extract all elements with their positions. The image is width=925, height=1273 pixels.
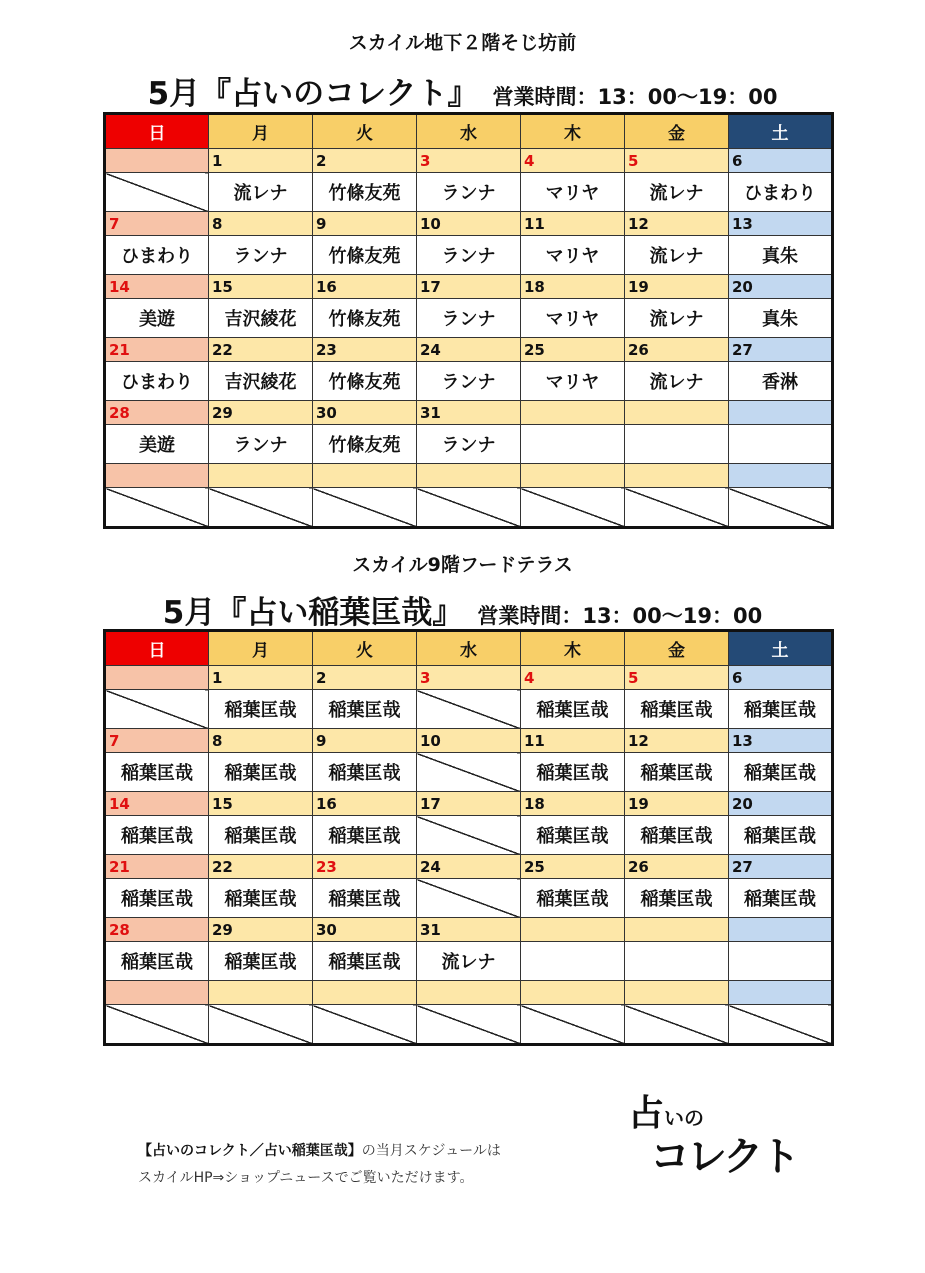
reader-cell: 稲葉匡哉	[521, 816, 625, 855]
date-cell	[209, 464, 313, 488]
reader-cell: 稲葉匡哉	[313, 753, 417, 792]
date-cell	[417, 981, 521, 1005]
date-cell: 14	[105, 275, 209, 299]
day-off-cell	[729, 1005, 833, 1045]
weekday-header-cell: 土	[729, 631, 833, 666]
date-cell: 30	[313, 918, 417, 942]
date-cell: 27	[729, 855, 833, 879]
schedule1-location: スカイル地下２階そじ坊前	[348, 32, 577, 54]
date-cell	[521, 981, 625, 1005]
day-off-cell	[625, 488, 729, 528]
weekday-header-cell: 月	[209, 631, 313, 666]
date-cell: 25	[521, 855, 625, 879]
schedule2-shop: 『占い稲葉匡哉』	[215, 595, 464, 631]
date-row	[105, 338, 833, 362]
reader-cell: 稲葉匡哉	[625, 690, 729, 729]
weekday-header-cell: 水	[417, 631, 521, 666]
date-cell	[625, 401, 729, 425]
reader-cell	[625, 425, 729, 464]
reader-cell: 稲葉匡哉	[105, 942, 209, 981]
date-cell: 5	[625, 666, 729, 690]
weekday-header-cell: 水	[417, 114, 521, 149]
logo-line2: コレクト	[650, 1133, 798, 1180]
date-cell: 26	[625, 338, 729, 362]
date-cell	[105, 666, 209, 690]
date-cell: 1	[209, 666, 313, 690]
reader-cell: 竹條友苑	[313, 173, 417, 212]
date-cell: 6	[729, 666, 833, 690]
day-off-cell	[417, 753, 521, 792]
date-cell	[521, 918, 625, 942]
day-off-cell	[521, 488, 625, 528]
reader-row	[105, 425, 833, 464]
date-cell	[625, 981, 729, 1005]
reader-cell: 美遊	[105, 425, 209, 464]
day-off-cell	[313, 488, 417, 528]
reader-cell: 稲葉匡哉	[209, 942, 313, 981]
day-off-cell	[105, 690, 209, 729]
reader-cell: ランナ	[417, 362, 521, 401]
date-cell: 6	[729, 149, 833, 173]
reader-cell: マリヤ	[521, 299, 625, 338]
day-off-cell	[521, 1005, 625, 1045]
date-cell: 1	[209, 149, 313, 173]
date-cell: 9	[313, 212, 417, 236]
reader-cell: 香淋	[729, 362, 833, 401]
date-cell: 19	[625, 792, 729, 816]
date-cell: 21	[105, 338, 209, 362]
weekday-header-cell: 木	[521, 631, 625, 666]
schedule2-hours: 営業時間：13：00〜19：00	[477, 604, 763, 628]
date-row	[105, 275, 833, 299]
footer-brands: 【占いのコレクト／占い稲葉匡哉】	[138, 1143, 362, 1159]
reader-cell: 稲葉匡哉	[313, 879, 417, 918]
reader-cell: 稲葉匡哉	[729, 879, 833, 918]
reader-row	[105, 362, 833, 401]
reader-cell: 稲葉匡哉	[729, 816, 833, 855]
date-cell	[313, 981, 417, 1005]
reader-cell: ランナ	[417, 236, 521, 275]
date-row	[105, 792, 833, 816]
date-row	[105, 149, 833, 173]
date-cell: 27	[729, 338, 833, 362]
reader-cell: 流レナ	[625, 173, 729, 212]
reader-cell: 稲葉匡哉	[209, 816, 313, 855]
reader-row	[105, 690, 833, 729]
reader-cell: 稲葉匡哉	[729, 753, 833, 792]
reader-cell: ランナ	[209, 425, 313, 464]
date-cell: 22	[209, 338, 313, 362]
reader-cell: 竹條友苑	[313, 425, 417, 464]
reader-cell: 流レナ	[625, 362, 729, 401]
reader-cell	[729, 942, 833, 981]
date-cell: 11	[521, 729, 625, 753]
day-off-cell	[209, 1005, 313, 1045]
schedule1-hours: 営業時間：13：00〜19：00	[492, 85, 778, 109]
reader-cell: ランナ	[417, 173, 521, 212]
date-cell: 10	[417, 729, 521, 753]
reader-row	[105, 236, 833, 275]
schedule2-location: スカイル9階フードテラス	[352, 554, 573, 576]
reader-cell	[625, 942, 729, 981]
date-cell: 3	[417, 666, 521, 690]
day-off-cell	[729, 488, 833, 528]
date-cell	[729, 464, 833, 488]
schedule2-title	[0, 587, 925, 632]
date-cell: 14	[105, 792, 209, 816]
reader-cell: 稲葉匡哉	[313, 942, 417, 981]
day-off-cell	[105, 1005, 209, 1045]
date-row	[105, 212, 833, 236]
date-cell: 29	[209, 918, 313, 942]
date-cell	[521, 464, 625, 488]
date-cell: 3	[417, 149, 521, 173]
reader-cell: ひまわり	[105, 362, 209, 401]
date-cell: 21	[105, 855, 209, 879]
date-cell: 23	[313, 855, 417, 879]
date-cell: 28	[105, 401, 209, 425]
reader-cell: 流レナ	[417, 942, 521, 981]
date-row	[105, 918, 833, 942]
day-off-cell	[417, 690, 521, 729]
reader-cell: 稲葉匡哉	[729, 690, 833, 729]
date-cell: 7	[105, 729, 209, 753]
day-off-cell	[417, 816, 521, 855]
date-cell: 26	[625, 855, 729, 879]
date-cell: 13	[729, 212, 833, 236]
reader-cell: ランナ	[209, 236, 313, 275]
date-cell	[313, 464, 417, 488]
reader-cell: ランナ	[417, 425, 521, 464]
reader-cell: マリヤ	[521, 362, 625, 401]
weekday-header-cell: 月	[209, 114, 313, 149]
date-cell: 2	[313, 666, 417, 690]
date-cell: 31	[417, 401, 521, 425]
weekday-header-cell: 火	[313, 631, 417, 666]
date-cell: 18	[521, 792, 625, 816]
date-cell: 11	[521, 212, 625, 236]
date-cell: 19	[625, 275, 729, 299]
date-cell: 13	[729, 729, 833, 753]
date-cell	[729, 401, 833, 425]
date-cell	[521, 401, 625, 425]
weekday-header-row	[105, 631, 833, 666]
reader-cell: ひまわり	[105, 236, 209, 275]
date-cell: 7	[105, 212, 209, 236]
reader-cell: 吉沢綾花	[209, 299, 313, 338]
reader-cell: 稲葉匡哉	[625, 753, 729, 792]
reader-cell: 竹條友苑	[313, 236, 417, 275]
reader-cell: マリヤ	[521, 173, 625, 212]
reader-cell: 稲葉匡哉	[209, 690, 313, 729]
date-cell	[105, 981, 209, 1005]
reader-cell	[729, 425, 833, 464]
reader-row	[105, 1005, 833, 1045]
reader-cell: 稲葉匡哉	[313, 816, 417, 855]
reader-row	[105, 173, 833, 212]
day-off-cell	[209, 488, 313, 528]
date-row	[105, 464, 833, 488]
reader-cell: 吉沢綾花	[209, 362, 313, 401]
date-cell	[209, 981, 313, 1005]
date-cell: 17	[417, 275, 521, 299]
schedule1-title	[0, 68, 925, 113]
reader-row	[105, 753, 833, 792]
footer-line1	[138, 1140, 501, 1160]
date-cell	[729, 981, 833, 1005]
date-cell: 25	[521, 338, 625, 362]
reader-cell: 稲葉匡哉	[105, 753, 209, 792]
day-off-cell	[417, 488, 521, 528]
reader-cell: 流レナ	[209, 173, 313, 212]
weekday-header-cell: 木	[521, 114, 625, 149]
reader-cell: 稲葉匡哉	[209, 753, 313, 792]
date-cell: 12	[625, 729, 729, 753]
date-cell	[105, 149, 209, 173]
schedule1-shop: 『占いのコレクト』	[200, 76, 479, 112]
date-cell: 8	[209, 212, 313, 236]
weekday-header-row	[105, 114, 833, 149]
date-cell: 17	[417, 792, 521, 816]
day-off-cell	[417, 879, 521, 918]
day-off-cell	[105, 173, 209, 212]
date-cell: 16	[313, 275, 417, 299]
day-off-cell	[313, 1005, 417, 1045]
reader-cell: 美遊	[105, 299, 209, 338]
date-cell	[729, 918, 833, 942]
reader-cell	[521, 942, 625, 981]
date-row	[105, 666, 833, 690]
weekday-header-cell: 金	[625, 631, 729, 666]
date-cell: 4	[521, 666, 625, 690]
reader-cell: 稲葉匡哉	[625, 816, 729, 855]
collect-logo	[628, 1085, 798, 1185]
date-row	[105, 855, 833, 879]
weekday-header-cell: 日	[105, 631, 209, 666]
reader-cell: 流レナ	[625, 236, 729, 275]
date-cell: 24	[417, 855, 521, 879]
footer-line2: スカイルHP⇒ショップニュースでご覧いただけます。	[138, 1170, 474, 1186]
date-cell: 20	[729, 275, 833, 299]
weekday-header-cell: 土	[729, 114, 833, 149]
date-cell: 31	[417, 918, 521, 942]
date-cell: 2	[313, 149, 417, 173]
date-row	[105, 729, 833, 753]
weekday-header-cell: 火	[313, 114, 417, 149]
reader-cell: 真朱	[729, 299, 833, 338]
reader-cell: 竹條友苑	[313, 299, 417, 338]
reader-cell: 稲葉匡哉	[105, 816, 209, 855]
footer-line1-rest: の当月スケジュールは	[361, 1143, 501, 1159]
schedule2-month: 5月	[162, 595, 216, 631]
reader-cell: 稲葉匡哉	[521, 879, 625, 918]
date-cell: 5	[625, 149, 729, 173]
date-cell	[105, 464, 209, 488]
date-cell: 9	[313, 729, 417, 753]
reader-cell: 竹條友苑	[313, 362, 417, 401]
day-off-cell	[105, 488, 209, 528]
reader-cell	[521, 425, 625, 464]
date-cell	[625, 464, 729, 488]
reader-row	[105, 299, 833, 338]
reader-row	[105, 879, 833, 918]
schedule2-calendar	[103, 629, 834, 1046]
date-cell: 30	[313, 401, 417, 425]
reader-row	[105, 488, 833, 528]
date-cell: 23	[313, 338, 417, 362]
reader-cell: 流レナ	[625, 299, 729, 338]
date-cell: 22	[209, 855, 313, 879]
date-cell: 16	[313, 792, 417, 816]
logo-line1-big: 占	[628, 1092, 665, 1134]
weekday-header-cell: 金	[625, 114, 729, 149]
reader-cell: マリヤ	[521, 236, 625, 275]
logo-line1-small: いの	[664, 1106, 705, 1130]
schedule1-month: 5月	[147, 76, 201, 112]
reader-cell: ひまわり	[729, 173, 833, 212]
date-cell: 29	[209, 401, 313, 425]
date-cell: 15	[209, 275, 313, 299]
reader-cell: 稲葉匡哉	[521, 753, 625, 792]
date-cell: 20	[729, 792, 833, 816]
date-cell: 24	[417, 338, 521, 362]
date-row	[105, 981, 833, 1005]
date-cell	[625, 918, 729, 942]
reader-cell: 稲葉匡哉	[625, 879, 729, 918]
date-cell: 4	[521, 149, 625, 173]
reader-cell: 稲葉匡哉	[105, 879, 209, 918]
reader-row	[105, 816, 833, 855]
day-off-cell	[417, 1005, 521, 1045]
reader-cell: 稲葉匡哉	[209, 879, 313, 918]
date-cell: 12	[625, 212, 729, 236]
reader-row	[105, 942, 833, 981]
date-cell: 10	[417, 212, 521, 236]
date-cell: 28	[105, 918, 209, 942]
day-off-cell	[625, 1005, 729, 1045]
weekday-header-cell: 日	[105, 114, 209, 149]
date-cell: 15	[209, 792, 313, 816]
reader-cell: 稲葉匡哉	[521, 690, 625, 729]
date-cell: 8	[209, 729, 313, 753]
schedule1-calendar	[103, 112, 834, 529]
date-row	[105, 401, 833, 425]
reader-cell: 真朱	[729, 236, 833, 275]
reader-cell: 稲葉匡哉	[313, 690, 417, 729]
date-cell	[417, 464, 521, 488]
date-cell: 18	[521, 275, 625, 299]
reader-cell: ランナ	[417, 299, 521, 338]
